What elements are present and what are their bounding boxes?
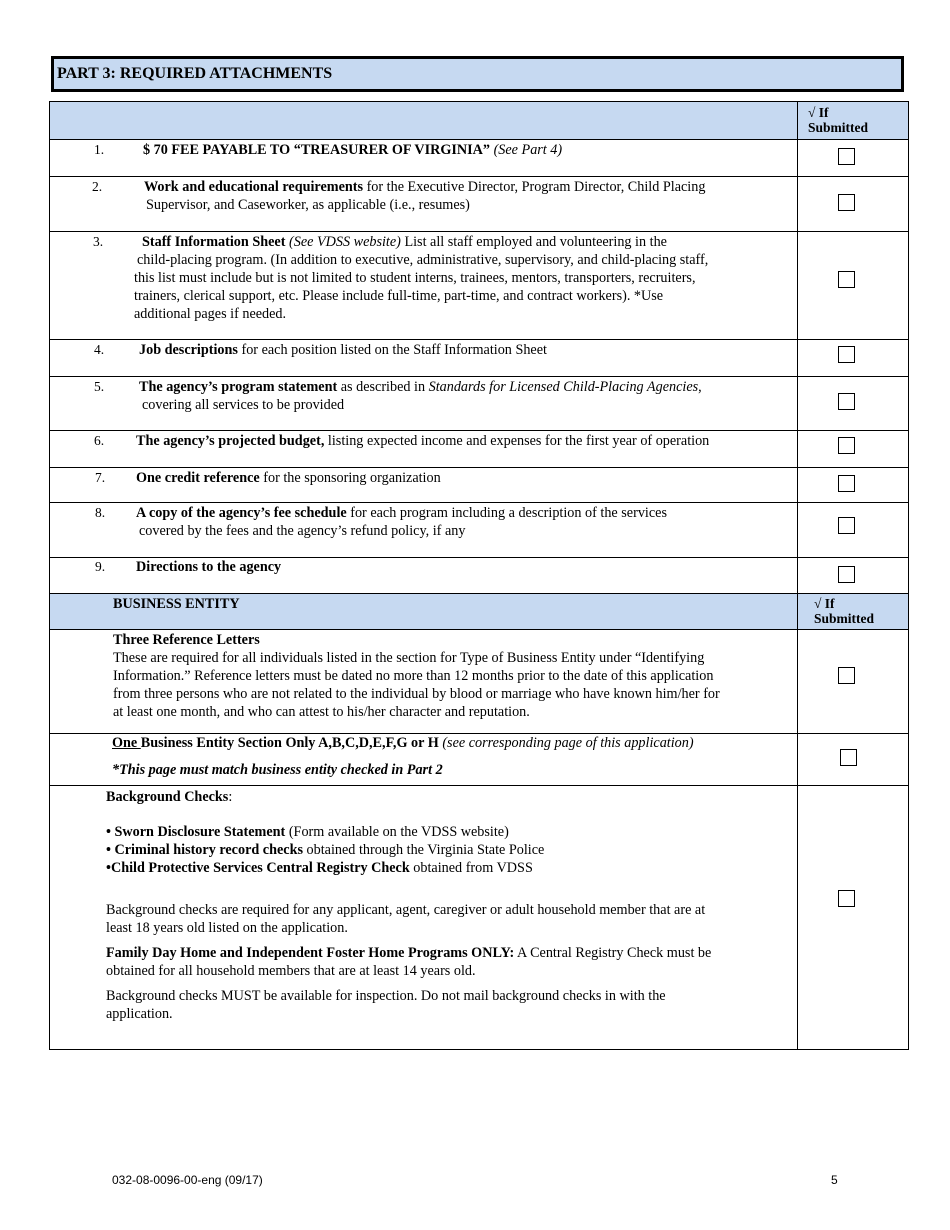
item-text: Directions to the agency (136, 559, 282, 575)
part-title: PART 3: REQUIRED ATTACHMENTS (51, 56, 904, 92)
table-row (50, 232, 908, 340)
table-row (50, 558, 908, 594)
submitted-checkbox[interactable] (838, 437, 855, 454)
submitted-checkbox[interactable] (838, 667, 855, 684)
item-number: 5. (94, 379, 105, 394)
item-text: Staff Information Sheet (See VDSS website) List all staff employed and volunteering in the child-placing program. (In addition to executive, administrative, supervisory, and child-placing staff, this list must include but is not limited to student interns, trainees, mentors, transporters, recruiters, trainers, clerical support, etc. Please include full-time, part-time, and contract workers). *Use additional pages if needed. (134, 234, 709, 322)
table-row (50, 734, 908, 786)
table-row (50, 177, 908, 232)
table-row (50, 431, 908, 468)
item-text: A copy of the agency’s fee schedule for each program including a description of the services covered by the fees and the agency’s refund policy, if any (136, 505, 667, 539)
table-row (50, 503, 908, 558)
form-number: 032-08-0096-00-eng (09/17) (112, 1173, 263, 1187)
attachments-table (49, 101, 909, 1050)
item-number: 6. (94, 433, 105, 448)
item-number: 7. (95, 470, 106, 485)
table-header-row (50, 102, 908, 140)
item-text: Job descriptions for each position listed on the Staff Information Sheet (139, 342, 547, 358)
table-row (50, 630, 908, 734)
table-row (50, 340, 908, 377)
table-row (50, 377, 908, 431)
submitted-checkbox[interactable] (838, 271, 855, 288)
submitted-checkbox[interactable] (838, 890, 855, 907)
item-text: $ 70 FEE PAYABLE TO “TREASURER OF VIRGINIA” (See Part 4) (143, 142, 563, 158)
item-text: The agency’s program statement as described in Standards for Licensed Child-Placing Agencies, covering all services to be provided (139, 379, 702, 413)
background-checks-text: Background Checks: • Sworn Disclosure Statement (Form available on the VDSS website) • Criminal history record checks obtained through the Virginia State Police •Child Protective Services Central Registry Check obtained from VDSS Background checks are required for any applicant, agent, caregiver or adult household member that are at least 18 years old listed on the application. Family Day Home and Independent Foster Home Programs ONLY: A Central Registry Check must be obtained for all household members that are at least 14 years old. Background checks MUST be available for inspection. Do not mail background checks in with the application. (106, 789, 712, 1022)
item-text: The agency’s projected budget, listing expected income and expenses for the first year of operation (136, 433, 710, 449)
item-number: 1. (94, 142, 105, 157)
item-number: 8. (95, 505, 106, 520)
table-row (50, 786, 908, 1049)
submitted-checkbox[interactable] (838, 475, 855, 492)
item-number: 3. (93, 234, 104, 249)
submitted-checkbox[interactable] (838, 194, 855, 211)
page-number: 5 (831, 1173, 838, 1187)
item-text: One credit reference for the sponsoring organization (136, 470, 441, 486)
entity-section-text: One Business Entity Section Only A,B,C,D,E,F,G or H (see corresponding page of this application) *This page must match business entity checked in Part 2 (112, 735, 694, 778)
submitted-checkbox[interactable] (838, 346, 855, 363)
table-row (50, 140, 908, 177)
submitted-checkbox[interactable] (838, 393, 855, 410)
item-text: Work and educational requirements for the Executive Director, Program Director, Child Placing Supervisor, and Caseworker, as applicable (i.e., resumes) (144, 179, 706, 213)
submitted-checkbox[interactable] (838, 148, 855, 165)
check-column-header: √ If Submitted (808, 105, 869, 135)
item-number: 4. (94, 342, 105, 357)
item-number: 9. (95, 559, 106, 574)
submitted-checkbox[interactable] (840, 749, 857, 766)
business-entity-title: BUSINESS ENTITY (113, 596, 240, 612)
reference-letters-text: Three Reference Letters These are required for all individuals listed in the section for Type of Business Entity under “Identifying Information.” Reference letters must be dated no more than 12 months prior to the date of this application from three persons who are not related to the individual by blood or marriage who have known him/her for at least one month, and who can attest to his/her character and reputation. (113, 632, 720, 720)
business-entity-header-row (50, 594, 908, 630)
submitted-checkbox[interactable] (838, 517, 855, 534)
submitted-checkbox[interactable] (838, 566, 855, 583)
item-number: 2. (92, 179, 103, 194)
check-column-header: √ If Submitted (814, 596, 875, 626)
table-row (50, 468, 908, 503)
